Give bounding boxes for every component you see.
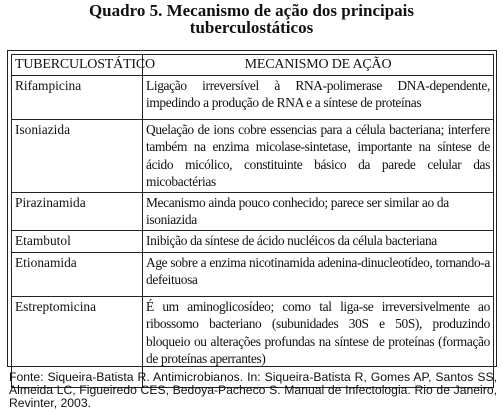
header-drug: TUBERCULOSTÁTICO — [12, 55, 143, 76]
table-header-row — [12, 55, 494, 76]
table-title-line-2: tuberculostáticos — [189, 18, 314, 37]
drug-mechanism: Age sobre a enzima nicotinamida adenina-dinucleotídeo, tornando-a defeituosa — [143, 252, 494, 296]
table-title-line-1: Quadro 5. Mecanismo de ação dos principais — [88, 1, 415, 20]
drug-name: Rifampicina — [12, 75, 143, 119]
drug-name: Etambutol — [12, 230, 143, 252]
drug-name: Estreptomicina — [12, 296, 143, 387]
drug-name: Isoniazida — [12, 119, 143, 192]
drug-mechanism: Quelação de ions cobre essencias para a célula bacteriana; interfere também na enzima micolase-sintetase, importante na síntese de ácido micólico, constituinte básico da parede celular das micobactérias — [143, 119, 494, 192]
table-row — [12, 252, 494, 296]
table-row — [12, 119, 494, 192]
tuberculostatics-table — [11, 54, 494, 388]
header-mechanism: MECANISMO DE AÇÃO — [143, 55, 494, 76]
drug-mechanism: Ligação irreversível à RNA-polimerase DNA-dependente, impedindo a produção de RNA e a síntese de proteínas — [143, 75, 494, 119]
drug-mechanism: É um aminoglicosídeo; como tal liga-se irreversivelmente ao ribossomo bacteriano (subunidades 30S e 50S), produzindo bloqueio ou alterações profundas na síntese de proteínas (formação de proteínas aperrantes) — [143, 296, 494, 387]
drug-name: Etionamida — [12, 252, 143, 296]
drug-name: Pirazinamida — [12, 192, 143, 230]
drug-mechanism: Mecanismo ainda pouco conhecido; parece ser similar ao da isoniazida — [143, 192, 494, 230]
table-row — [12, 230, 494, 252]
table-title — [0, 2, 503, 36]
table-row — [12, 75, 494, 119]
table-row — [12, 192, 494, 230]
source-citation: Fonte: Siqueira-Batista R. Antimicrobianos. In: Siqueira-Batista R, Gomes AP, Santos SS, Almeida LC, Figueiredo CES, Bedoya-Pacheco S. Manual de Infectologia. Rio de Janeiro, Revinter, 2003. — [9, 370, 497, 410]
drug-mechanism: Inibição da síntese de ácido nucléicos da célula bacteriana — [143, 230, 494, 252]
